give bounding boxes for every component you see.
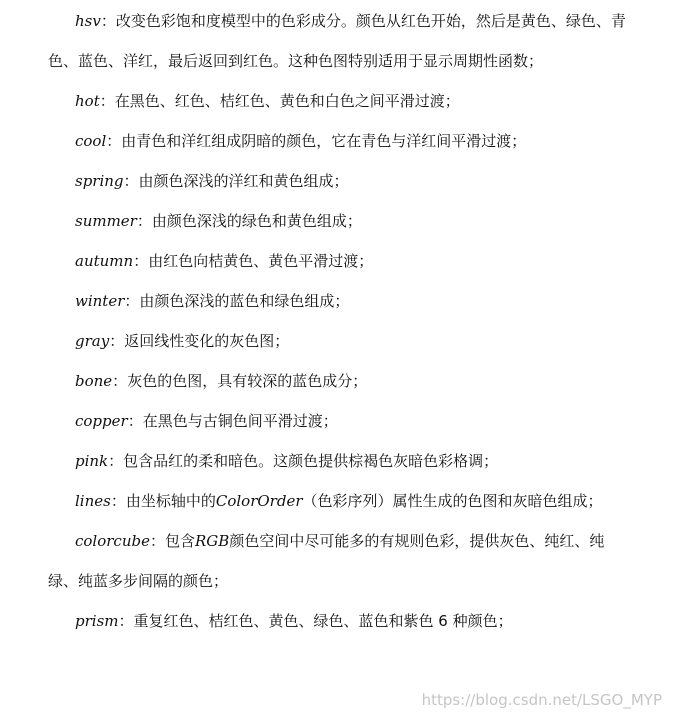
colormap-description: 重复红色、桔红色、黄色、绿色、蓝色和紫色 6 种颜色； (133, 612, 513, 630)
colormap-term: prism (75, 612, 119, 630)
colormap-description: （色彩序列）属性生成的色图和灰暗色组成； (302, 492, 603, 510)
colormap-entry-cool (0, 121, 674, 161)
colormap-description-prefix: 包含 (165, 532, 196, 550)
colormap-description: 在黑色、红色、桔红色、黄色和白色之间平滑过渡； (114, 92, 460, 110)
colormap-entry-gray (0, 321, 674, 361)
colormap-entry-prism (0, 601, 674, 641)
separator: ： (123, 172, 139, 190)
colormap-description: 返回线性变化的灰色图； (124, 332, 290, 350)
colormap-description: 由颜色深浅的绿色和黄色组成； (151, 212, 362, 230)
colormap-description: 灰色的色图，具有较深的蓝色成分； (127, 372, 368, 390)
colormap-entry-pink (0, 441, 674, 481)
colormap-term: pink (75, 452, 109, 470)
colormap-entry-spring (0, 161, 674, 201)
separator: ： (100, 12, 116, 30)
separator: ： (99, 92, 115, 110)
colormap-term: hsv (75, 12, 101, 30)
colormap-term: autumn (75, 252, 134, 270)
colormap-description: 由颜色深浅的蓝色和绿色组成； (139, 292, 350, 310)
separator: ： (133, 252, 149, 270)
watermark: https://blog.csdn.net/LSGO_MYP (421, 691, 662, 709)
colormap-description: 颜色空间中尽可能多的有规则色彩，提供灰色、纯红、纯绿、纯蓝多步间隔的颜色； (48, 532, 605, 590)
colormap-entry-lines (0, 481, 674, 521)
colormap-description: 由红色向桔黄色、黄色平滑过渡； (148, 252, 374, 270)
colormap-description: 改变色彩饱和度模型中的色彩成分。颜色从红色开始，然后是黄色、绿色、青色、蓝色、洋红，最后返回到红色。这种色图特别适用于显示周期性函数； (48, 12, 626, 70)
colormap-term: copper (75, 412, 128, 430)
separator: ： (124, 292, 140, 310)
colormap-description: 在黑色与古铜色间平滑过渡； (142, 412, 338, 430)
separator: ： (109, 332, 125, 350)
colormap-description: 由青色和洋红组成阴暗的颜色，它在青色与洋红间平滑过渡； (121, 132, 527, 150)
inline-color-space: RGB (195, 532, 230, 550)
colormap-term: summer (75, 212, 137, 230)
separator: ： (127, 412, 143, 430)
separator: ： (149, 532, 165, 550)
inline-property-name: ColorOrder (215, 492, 303, 510)
colormap-entry-hsv (0, 1, 674, 81)
separator: ： (108, 452, 124, 470)
colormap-entry-summer (0, 201, 674, 241)
separator: ： (106, 132, 122, 150)
colormap-entry-hot (0, 81, 674, 121)
colormap-entry-autumn (0, 241, 674, 281)
colormap-description: 由颜色深浅的洋红和黄色组成； (138, 172, 349, 190)
colormap-description-prefix: 由坐标轴中的 (125, 492, 216, 510)
colormap-description: 包含品红的柔和暗色。这颜色提供棕褐色灰暗色彩格调； (123, 452, 499, 470)
colormap-term: gray (75, 332, 110, 350)
colormap-term: lines (75, 492, 111, 510)
colormap-entry-colorcube (0, 521, 674, 601)
colormap-entry-bone (0, 361, 674, 401)
separator: ： (110, 492, 126, 510)
colormap-entry-winter (0, 281, 674, 321)
colormap-term: spring (75, 172, 124, 190)
separator: ： (112, 372, 128, 390)
separator: ： (136, 212, 152, 230)
colormap-term: colorcube (75, 532, 150, 550)
colormap-term: cool (75, 132, 107, 150)
colormap-term: hot (75, 92, 100, 110)
colormap-term: winter (75, 292, 125, 310)
separator: ： (118, 612, 134, 630)
colormap-entry-copper (0, 401, 674, 441)
colormap-term: bone (75, 372, 113, 390)
